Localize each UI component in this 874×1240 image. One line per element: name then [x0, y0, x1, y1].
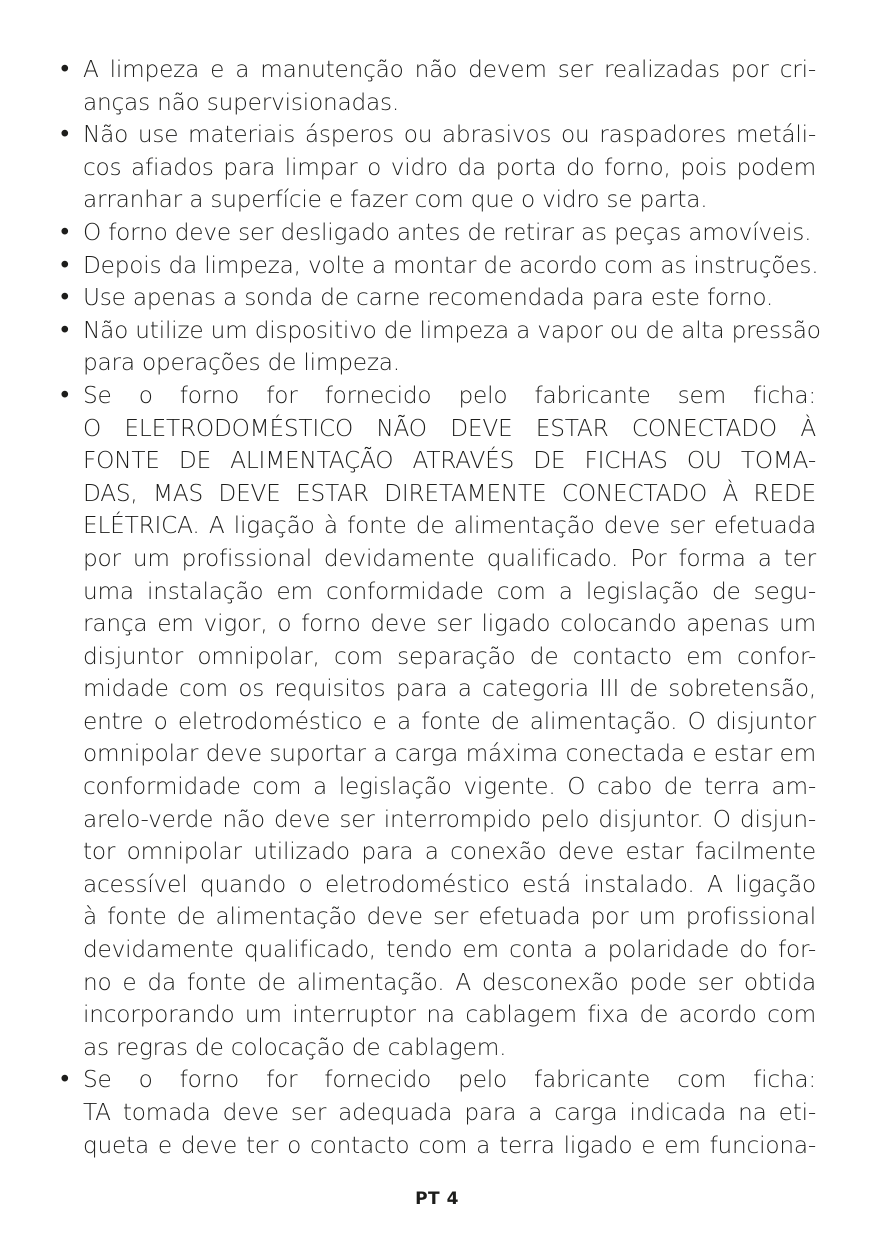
text-line: omnipolar deve suportar a carga máxima conectada e estar em	[83, 740, 816, 768]
text-line: queta e deve ter o contacto com a terra ligado e em funciona-	[83, 1131, 816, 1159]
list-item	[58, 1064, 816, 1162]
text-line: as regras de colocação de cablagem.	[83, 1033, 507, 1061]
text-line: O ELETRODOMÉSTICO NÃO DEVE ESTAR CONECTADO À	[83, 414, 816, 442]
text-line: acessível quando o eletrodoméstico está instalado. A ligação	[83, 870, 816, 898]
text-line: arranhar a superfície e fazer com que o vidro se parta.	[83, 186, 708, 214]
text-line: rança em vigor, o forno deve ser ligado colocando apenas um	[83, 610, 816, 638]
text-line: devidamente qualificado, tendo em conta a polaridade do for-	[83, 936, 816, 964]
text-line: entre o eletrodoméstico e a fonte de alimentação. O disjuntor	[83, 707, 816, 735]
text-line: uma instalação em conformidade com a legislação de segu-	[83, 577, 816, 605]
safety-instructions-list	[58, 54, 821, 1162]
document-body	[58, 54, 821, 1162]
text-line: O forno deve ser desligado antes de retirar as peças amovíveis.	[83, 218, 812, 246]
bullet-icon: •	[58, 252, 72, 279]
list-item	[58, 217, 816, 250]
bullet-icon: •	[58, 285, 72, 312]
list-item	[58, 54, 816, 119]
text-line: Use apenas a sonda de carne recomendada para este forno.	[83, 284, 774, 312]
text-line: midade com os requisitos para a categoria III de sobretensão,	[83, 675, 816, 703]
text-line: arelo-verde não deve ser interrompido pelo disjuntor. O disjun-	[83, 805, 816, 833]
text-line: Depois da limpeza, volte a montar de acordo com as instruções.	[83, 251, 819, 279]
text-line: Se o forno for fornecido pelo fabricante com ficha:	[83, 1066, 816, 1094]
bullet-icon: •	[58, 219, 72, 246]
text-line: conformidade com a legislação vigente. O cabo de terra am-	[83, 773, 816, 801]
text-line: Se o forno for fornecido pelo fabricante sem ficha:	[83, 381, 816, 409]
text-line: FONTE DE ALIMENTAÇÃO ATRAVÉS DE FICHAS OU TOMA-	[83, 447, 816, 475]
text-line: incorporando um interruptor na cablagem fixa de acordo com	[83, 1001, 816, 1029]
text-line: Não utilize um dispositivo de limpeza a vapor ou de alta pressão	[83, 316, 821, 344]
text-line: cos afiados para limpar o vidro da porta do forno, pois podem	[83, 153, 816, 181]
text-line: anças não supervisionadas.	[83, 88, 400, 116]
bullet-icon: •	[58, 57, 72, 83]
bullet-icon: •	[58, 317, 72, 344]
text-line: à fonte de alimentação deve ser efetuada por um profissional	[83, 903, 816, 931]
text-line: DAS, MAS DEVE ESTAR DIRETAMENTE CONECTADO À REDE	[83, 479, 816, 507]
list-item	[58, 380, 816, 1064]
page-number: PT 4	[415, 1189, 459, 1209]
text-line: disjuntor omnipolar, com separação de contacto em confor-	[83, 642, 816, 670]
list-item	[58, 315, 821, 380]
bullet-icon: •	[58, 1067, 72, 1094]
text-line: Não use materiais ásperos ou abrasivos ou raspadores metáli-	[83, 121, 816, 149]
text-line: TA tomada deve ser adequada para a carga indicada na eti-	[83, 1099, 816, 1126]
bullet-icon: •	[58, 122, 72, 149]
list-item	[58, 119, 816, 217]
text-line: A limpeza e a manutenção não devem ser realizadas por cri-	[83, 56, 816, 83]
text-line: tor omnipolar utilizado para a conexão deve estar facilmente	[83, 838, 816, 866]
text-line: ELÉTRICA. A ligação à fonte de alimentação deve ser efetuada	[83, 512, 816, 540]
text-line: por um profissional devidamente qualificado. Por forma a ter	[83, 544, 816, 572]
list-item	[58, 282, 816, 315]
bullet-icon: •	[58, 382, 72, 409]
text-line: no e da fonte de alimentação. A desconexão pode ser obtida	[83, 968, 816, 996]
list-item	[58, 250, 819, 283]
text-line: para operações de limpeza.	[83, 349, 400, 377]
